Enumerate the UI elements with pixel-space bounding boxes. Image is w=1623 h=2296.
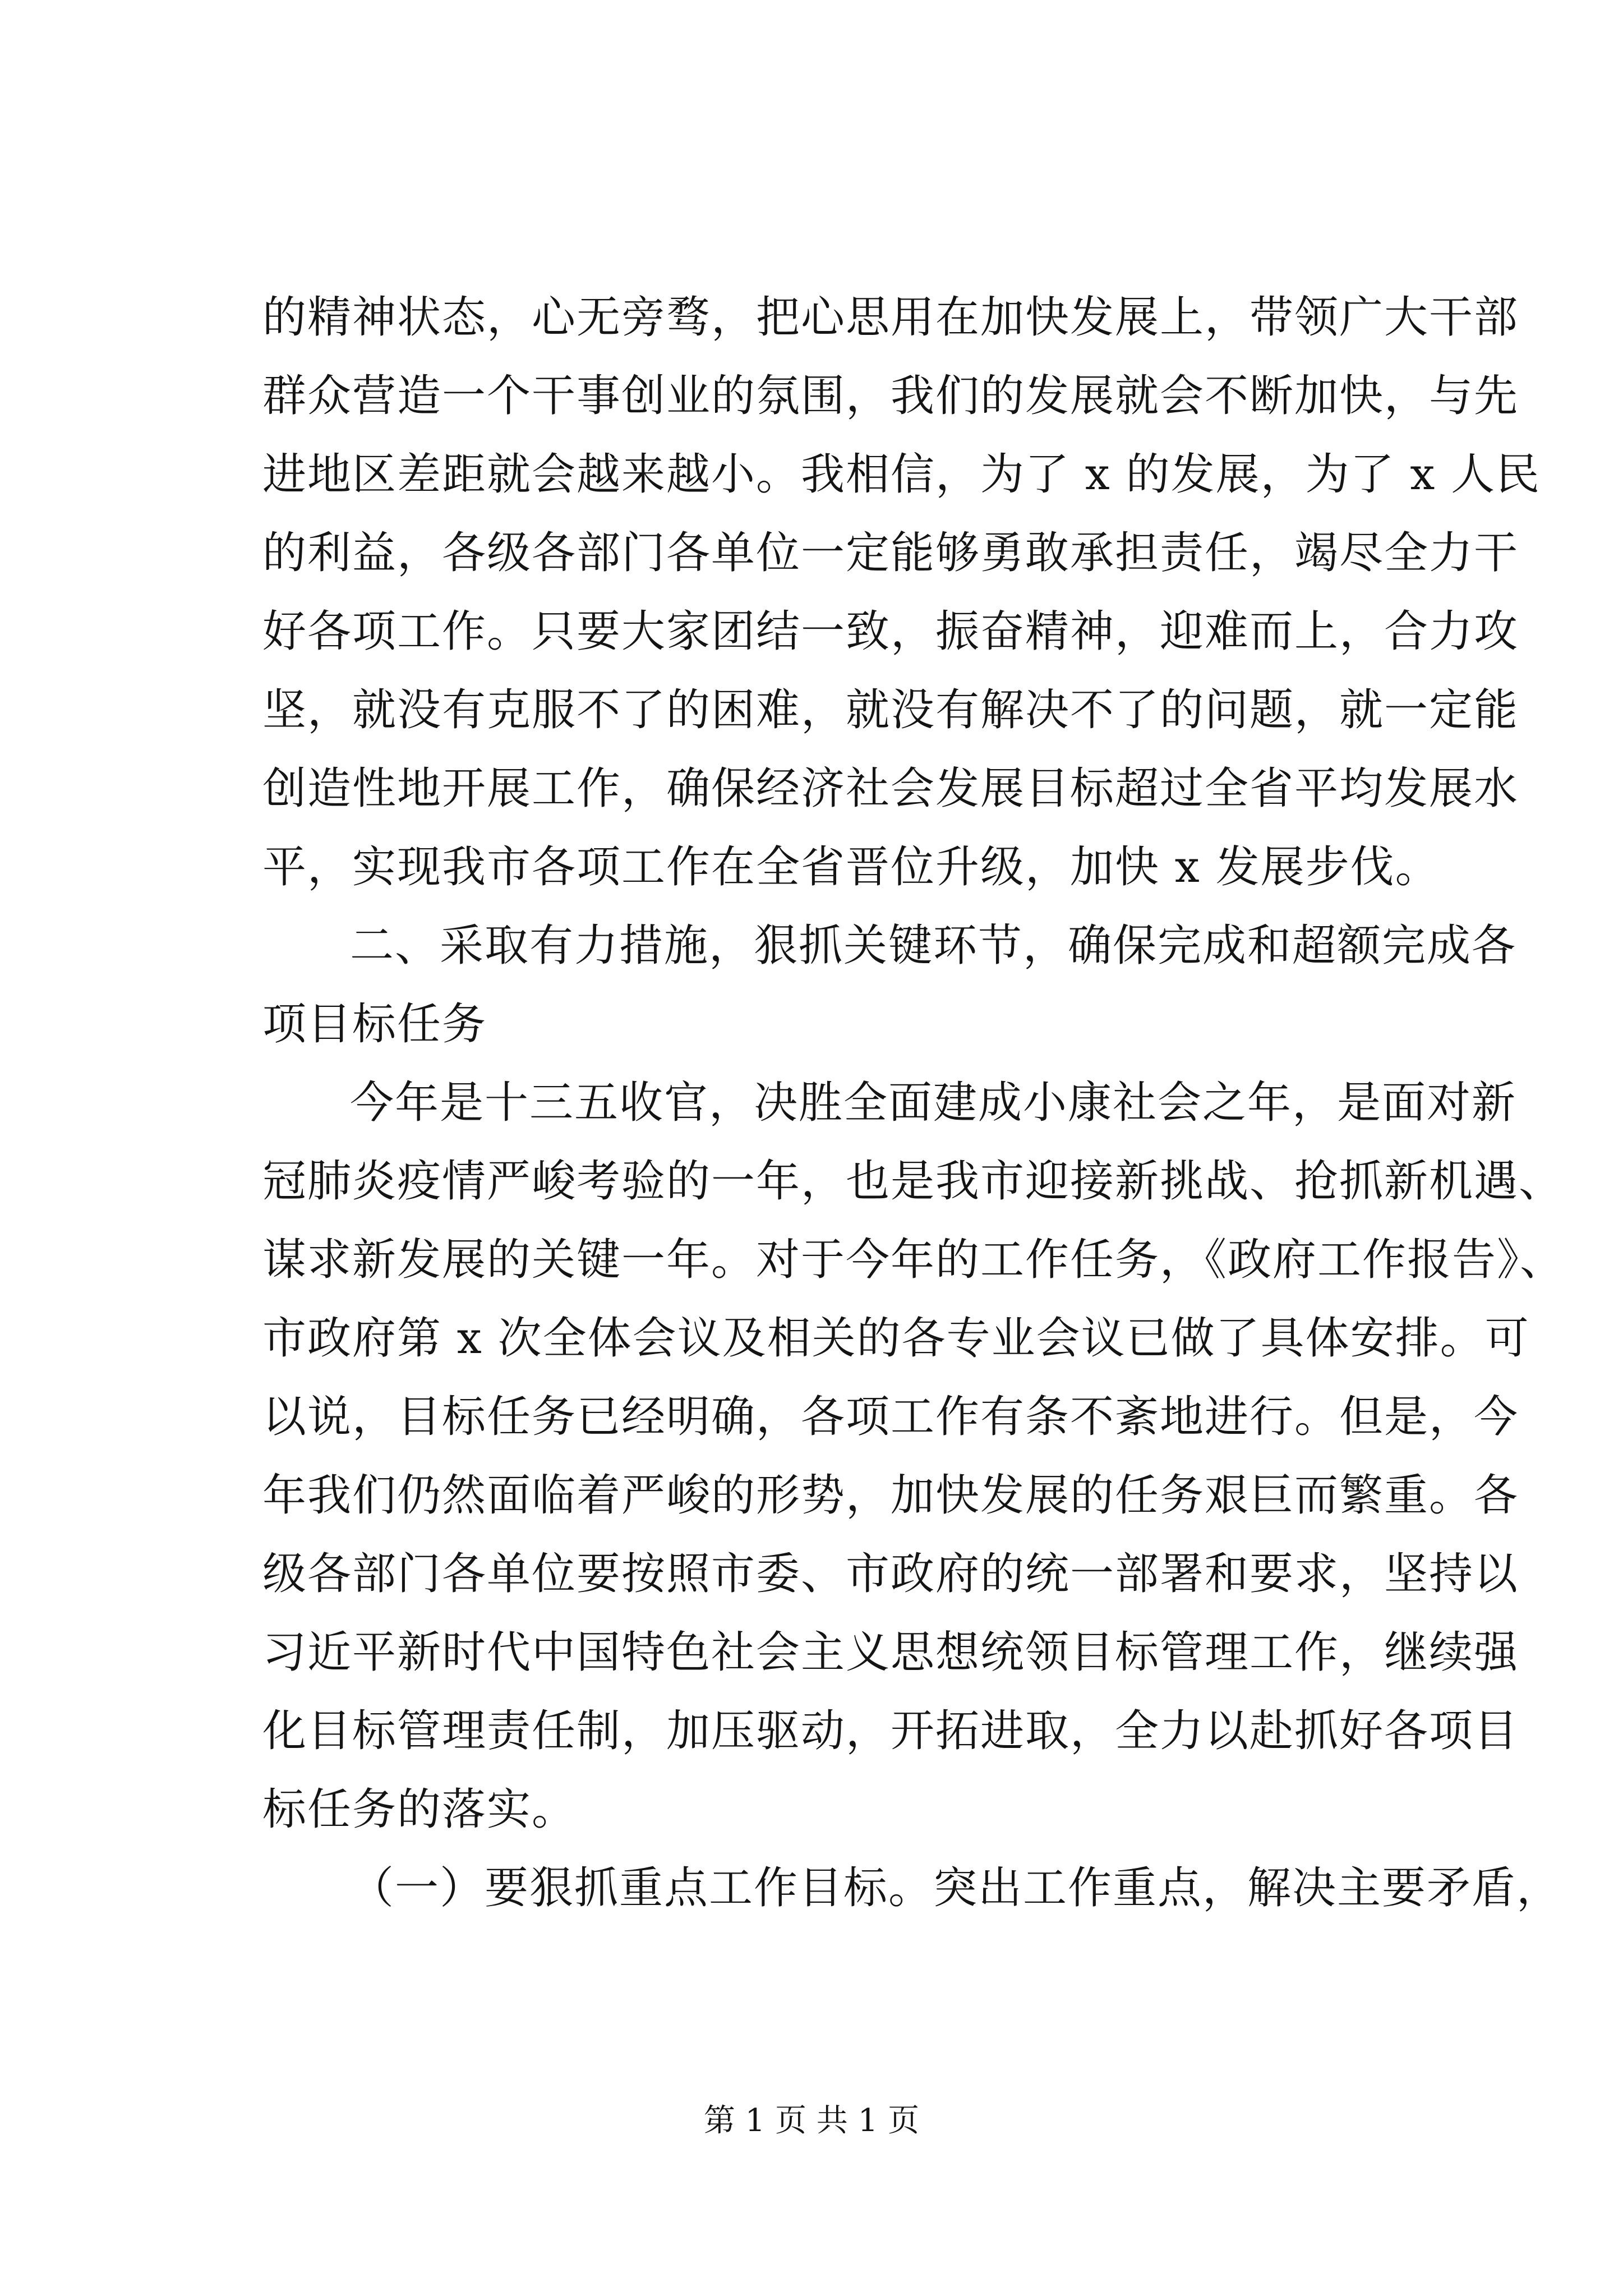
- text-line: 群众营造一个干事创业的氛围，我们的发展就会不断加快，与先: [262, 371, 1519, 421]
- text-line: 的利益，各级各部门各单位一定能够勇敢承担责任，竭尽全力干: [262, 528, 1519, 578]
- text-line: 年我们仍然面临着严峻的形势，加快发展的任务艰巨而繁重。各: [262, 1470, 1519, 1521]
- text-line: 谋求新发展的关键一年。对于今年的工作任务，《政府工作报告》、: [262, 1235, 1565, 1285]
- section-heading-line: 二、采取有力措施，狠抓关键环节，确保完成和超额完成各: [350, 921, 1517, 971]
- text-line: 标任务的落实。: [262, 1784, 577, 1835]
- text-line: 化目标管理责任制，加压驱动，开拓进取，全力以赴抓好各项目: [262, 1706, 1519, 1756]
- text-line: 创造性地开展工作，确保经济社会发展目标超过全省平均发展水: [262, 763, 1519, 814]
- text-line: 今年是十三五收官，决胜全面建成小康社会之年，是面对新: [350, 1078, 1517, 1128]
- text-line: 的精神状态，心无旁骛，把心思用在加快发展上，带领广大干部: [262, 292, 1519, 343]
- text-line: 平，实现我市各项工作在全省晋位升级，加快 x 发展步伐。: [262, 842, 1440, 892]
- text-line: 冠肺炎疫情严峻考验的一年，也是我市迎接新挑战、抢抓新机遇、: [262, 1156, 1564, 1207]
- text-line: 好各项工作。只要大家团结一致，振奋精神，迎难而上，合力攻: [262, 606, 1519, 657]
- text-line: 以说，目标任务已经明确，各项工作有条不紊地进行。但是，今: [262, 1392, 1519, 1442]
- subsection-heading-line: （一）要狠抓重点工作目标。突出工作重点，解决主要矛盾，: [350, 1863, 1562, 1913]
- text-line: 市政府第 x 次全体会议及相关的各专业会议已做了具体安排。可: [262, 1313, 1530, 1364]
- text-line: 坚，就没有克服不了的困难，就没有解决不了的问题，就一定能: [262, 685, 1519, 735]
- text-line: 习近平新时代中国特色社会主义思想统领目标管理工作，继续强: [262, 1627, 1519, 1678]
- section-heading-line: 项目标任务: [262, 999, 487, 1050]
- text-line: 级各部门各单位要按照市委、市政府的统一部署和要求，坚持以: [262, 1549, 1519, 1599]
- page-number-footer: 第 1 页 共 1 页: [703, 2102, 920, 2139]
- text-line: 进地区差距就会越来越小。我相信，为了 x 的发展，为了 x 人民: [262, 449, 1541, 500]
